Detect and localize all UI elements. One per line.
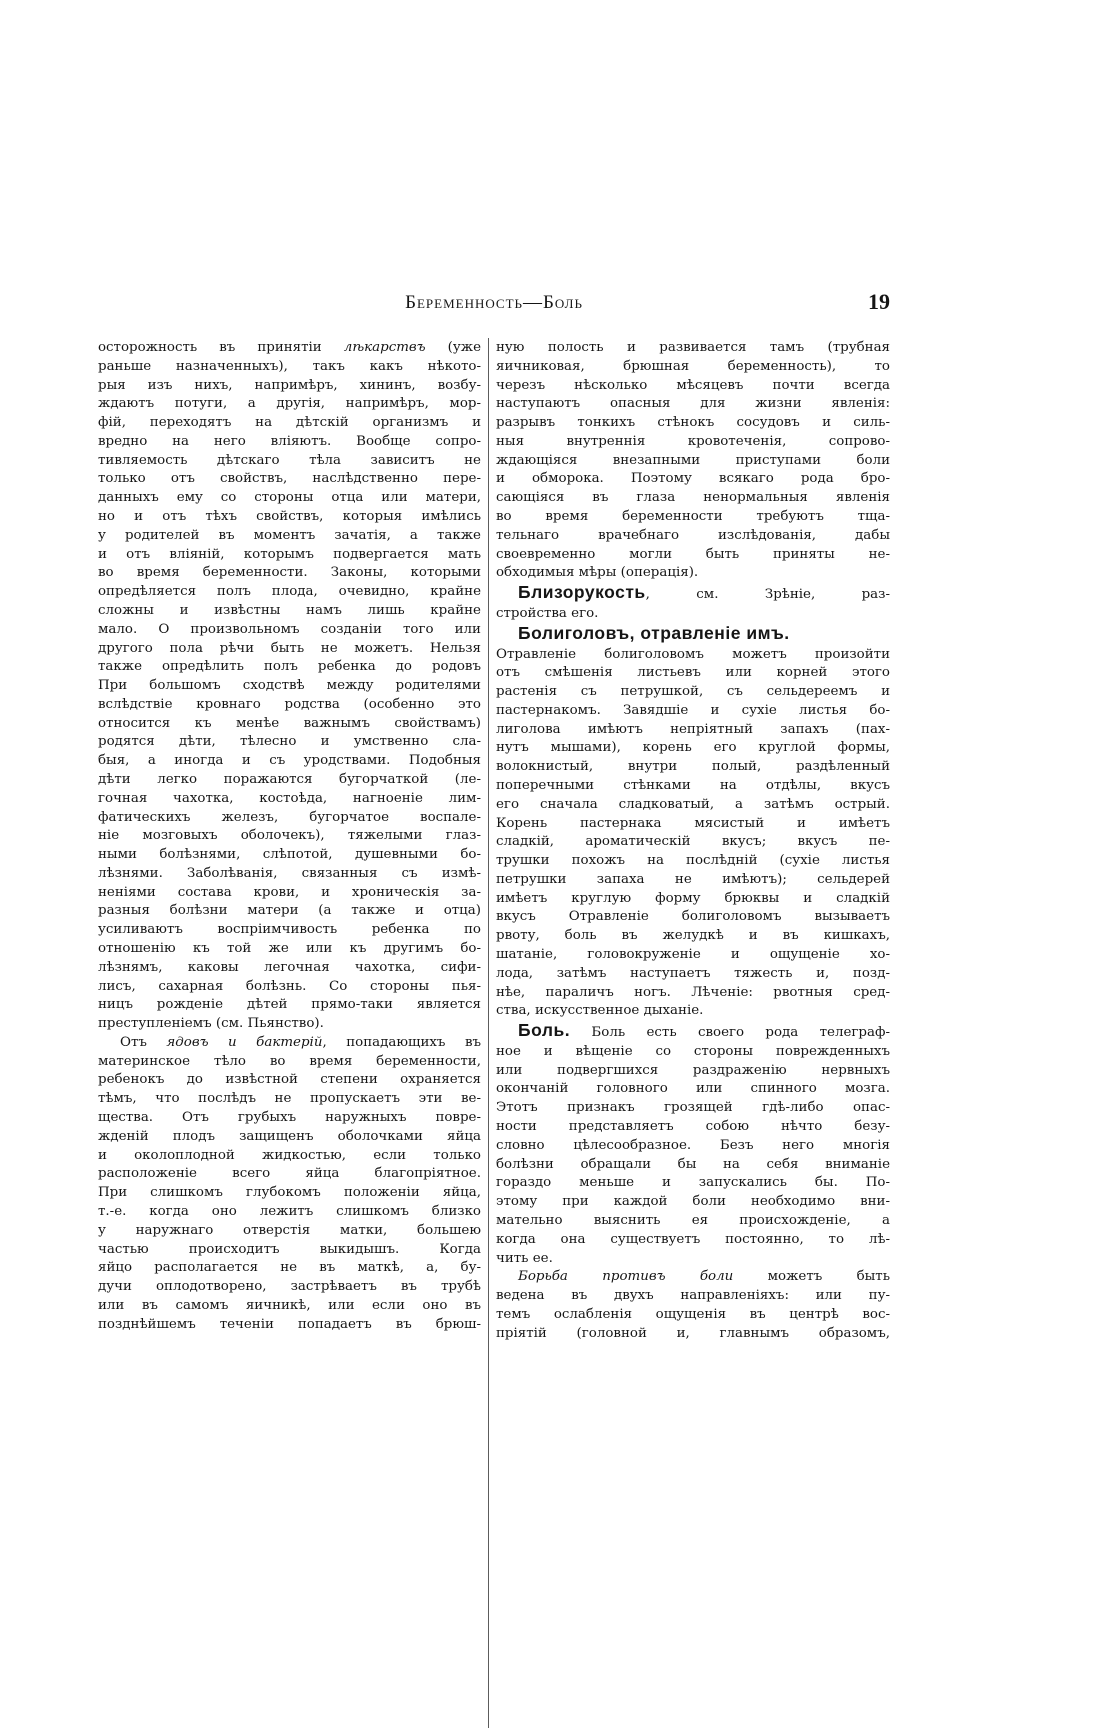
text-line: растенія съ петрушкой, съ сельдереемъ и <box>496 684 890 700</box>
page-number: 19 <box>868 289 890 314</box>
text-line: яичниковая, брюшная беременность), то <box>496 358 890 374</box>
text-line: лѣзнями. Заболѣванія, связанныя съ измѣ- <box>98 865 481 881</box>
text-line: окончаній головного или спинного мозга. <box>496 1081 890 1097</box>
text-line: фій, переходятъ на дѣтскій организмъ и <box>98 415 481 431</box>
text-line: осторожность въ принятіи лѣкарствъ (уже <box>98 340 482 355</box>
text-line: у наружнаго отверстія матки, большею <box>98 1222 481 1238</box>
text-line: ности представляетъ собою нѣчто безу- <box>496 1119 890 1135</box>
text-line: ную полость и развивается тамъ (трубная <box>496 340 890 355</box>
text-line: При большомъ сходствѣ между родителями <box>98 678 481 694</box>
text-line: отъ смѣшенія листьевъ или корней этого <box>496 665 890 681</box>
text-line: опредѣляется полъ плода, очевидно, крайне <box>98 584 481 600</box>
text-line: Борьба противъ боли можетъ быть <box>518 1269 890 1285</box>
text-line: поперечными стѣнками на отдѣлы, вкусъ <box>496 777 890 793</box>
text-line: обходимыя мѣры (операція). <box>496 565 699 581</box>
text-line: Отъ ядовъ и бактерій, попадающихъ въ <box>120 1034 482 1050</box>
text-line: гочная чахотка, костоѣда, нагноеніе лим- <box>98 790 481 806</box>
text-line: позднѣйшемъ теченіи попадаетъ въ брюш- <box>98 1316 481 1332</box>
text-line: или въ самомъ яичникѣ, или если оно въ <box>98 1297 481 1313</box>
text-line: относится къ менѣе важнымъ свойствамъ) <box>98 715 481 731</box>
text-line: лода, затѣмъ наступаетъ тяжесть и, позд- <box>496 965 890 981</box>
text-line: дѣти легко поражаются бугорчаткой (ле- <box>98 771 481 787</box>
text-line: Отравленіе болиголовомъ можетъ произойти <box>496 646 890 662</box>
text-line: также опредѣлить полъ ребенка до родовъ <box>98 659 481 675</box>
text-line: тѣмъ, что послѣдъ не пропускаетъ эти ве- <box>98 1091 481 1107</box>
entry-heading-boligolov: Болиголовъ, отравленіе имъ. <box>518 622 790 643</box>
entry-heading-blizorukost: Близорукость, см. Зрѣніе, раз- <box>518 582 890 603</box>
text-line: темъ ослабленія ощущенія въ центрѣ вос- <box>496 1306 890 1322</box>
left-column <box>98 339 481 1334</box>
text-line: когда она существуетъ постоянно, то лѣ- <box>496 1231 890 1247</box>
text-line: своевременно могли быть приняты не- <box>496 546 890 562</box>
text-line: отношенію къ той же или къ другимъ бо- <box>98 941 481 956</box>
entry-heading-bol: Боль. Боль есть своего рода телеграф- <box>518 1020 890 1041</box>
text-line: лѣзнямъ, каковы легочная чахотка, сифи- <box>98 959 481 975</box>
text-line: ницъ рожденіе дѣтей прямо-таки является <box>98 997 481 1013</box>
text-line: т.-е. когда оно лежитъ слишкомъ близко <box>98 1203 481 1219</box>
text-line: сложны и извѣстны намъ лишь крайне <box>98 602 481 618</box>
text-line: во время беременности требуютъ тща- <box>496 509 890 525</box>
text-line: мало. О произвольномъ созданіи того или <box>98 621 481 637</box>
text-line: разрывъ тонкихъ стѣнокъ сосудовъ и силь- <box>496 415 890 431</box>
text-line: При слишкомъ глубокомъ положеніи яйца, <box>98 1185 481 1201</box>
text-line: жденій плодъ защищенъ оболочками яйца <box>98 1128 481 1144</box>
text-line: вслѣдствіе кровнаго родства (особенно это <box>98 696 481 712</box>
text-line: ребенокъ до извѣстной степени охраняется <box>98 1072 481 1088</box>
text-line: наступаютъ опасныя для жизни явленія: <box>496 396 890 412</box>
text-line: или подвергшихся раздраженію нервныхъ <box>496 1062 890 1078</box>
running-title: Беременность—Боль <box>405 292 583 313</box>
text-line: Этотъ признакъ грозящей гдѣ-либо опас- <box>496 1100 890 1116</box>
text-line: лиголова имѣютъ непріятный запахъ (пах- <box>496 721 890 737</box>
text-line: преступленіемъ (см. Пьянство). <box>98 1016 324 1032</box>
right-column <box>496 339 890 1343</box>
page-header <box>98 289 890 324</box>
text-line: словно цѣлесообразное. Безъ него многія <box>496 1137 890 1153</box>
text-line: неніями состава крови, и хроническія за- <box>98 884 481 900</box>
text-line: ждаютъ потуги, а другія, напримѣръ, мор- <box>98 396 481 412</box>
text-line: ведена въ двухъ направленіяхъ: или пу- <box>496 1288 890 1304</box>
text-line: лисъ, сахарная болѣзнь. Со стороны пья- <box>98 978 481 994</box>
text-line: щества. Отъ грубыхъ наружныхъ повре- <box>98 1110 481 1126</box>
text-line: ными болѣзнями, слѣпотой, душевными бо- <box>98 847 481 863</box>
text-line: фатическихъ железъ, бугорчатое воспале- <box>98 809 481 825</box>
text-line: ждающіяся внезапными приступами боли <box>496 452 890 468</box>
text-line: пріятій (головной и, главнымъ образомъ, <box>496 1325 890 1341</box>
text-line: усиливаютъ воспріимчивость ребенка по <box>98 922 481 938</box>
text-line: черезъ нѣсколько мѣсяцевъ почти всегда <box>496 377 890 393</box>
text-line: этому при каждой боли необходимо вни- <box>496 1194 890 1210</box>
text-line: данныхъ ему со стороны отца или матери, <box>98 490 481 506</box>
text-line: дучи оплодотворено, застрѣваетъ въ трубѣ <box>98 1279 481 1295</box>
text-line: болѣзни обращали бы на себя вниманіе <box>496 1156 890 1172</box>
text-line: трушки похожъ на послѣдній (сухіе листья <box>496 853 890 869</box>
text-line: рыя изъ нихъ, напримѣръ, хининъ, возбу- <box>98 377 481 393</box>
text-line: мательно выяснить ея происхожденіе, а <box>496 1212 890 1228</box>
text-line: у родителей въ моментъ зачатія, а также <box>98 527 481 543</box>
text-line: петрушки запаха не имѣютъ); сельдерей <box>496 871 890 887</box>
text-line: и отъ вліяній, которымъ подвергается мать <box>98 546 481 562</box>
text-line: ныя внутреннія кровотеченія, сопрово- <box>496 433 890 449</box>
text-line: родятся дѣти, тѣлесно и умственно сла- <box>98 734 481 750</box>
text-line: имѣетъ круглую форму брюквы и сладкій <box>496 890 890 906</box>
text-line: но и отъ тѣхъ свойствъ, которыя имѣлись <box>98 509 481 525</box>
text-line: и околоплодной жидкостью, если только <box>98 1147 481 1163</box>
text-line: гораздо меньше и запускались бы. По- <box>496 1175 890 1191</box>
text-line: нутъ мышами), корень его круглой формы, <box>496 740 890 756</box>
text-line: сладкій, ароматическій вкусъ; вкусъ пе- <box>496 834 890 850</box>
text-line: шатаніе, головокруженіе и ощущеніе хо- <box>496 947 890 962</box>
text-line: во время беременности. Законы, которыми <box>98 565 481 581</box>
text-line: ное и вѣщеніе со стороны поврежденныхъ <box>496 1043 890 1059</box>
text-line: сающіяся въ глаза ненормальныя явленія <box>496 490 890 506</box>
text-line: разныя болѣзни матери (а также и отца) <box>98 903 481 919</box>
text-line: другого пола рѣчи быть не можетъ. Нельзя <box>98 640 481 656</box>
text-line: частью происходитъ выкидышъ. Когда <box>98 1241 481 1257</box>
text-line: чить ее. <box>496 1250 553 1266</box>
text-line: пастернакомъ. Завядшіе и сухіе листья бо- <box>496 702 890 718</box>
text-line: и обморока. Поэтому всякаго рода бро- <box>496 471 890 487</box>
text-line: расположеніе всего яйца благопріятное. <box>98 1166 481 1182</box>
text-line: вкусъ Отравленіе болиголовомъ вызываетъ <box>496 909 890 925</box>
text-line: ства, искусственное дыханіе. <box>496 1003 704 1019</box>
text-line: тивляемость дѣтскаго тѣла зависитъ не <box>98 452 481 468</box>
column-divider <box>488 338 489 1728</box>
text-line: яйцо располагается не въ маткѣ, а, бу- <box>98 1260 481 1276</box>
text-line: ніе мозговыхъ оболочекъ), тяжелыми глаз- <box>98 828 481 844</box>
text-line: материнское тѣло во время беременности, <box>98 1053 481 1069</box>
text-line: вредно на него вліяютъ. Вообще сопро- <box>98 433 481 449</box>
text-line: его сначала сладковатый, а затѣмъ острый. <box>496 796 890 812</box>
text-line: нѣе, параличъ ногъ. Лѣченіе: рвотныя сред- <box>496 984 890 1000</box>
text-line: тельнаго врачебнаго изслѣдованія, дабы <box>496 527 890 543</box>
text-line: раньше назначенныхъ), такъ какъ нѣкото- <box>98 358 481 374</box>
text-line: стройства его. <box>496 605 599 621</box>
text-line: только отъ свойствъ, наслѣдственно пере- <box>98 471 481 487</box>
text-line: быя, а иногда и съ уродствами. Подобныя <box>98 753 481 769</box>
text-line: Корень пастернака мясистый и имѣетъ <box>496 815 890 831</box>
text-line: рвоту, боль въ желудкѣ и въ кишкахъ, <box>496 928 890 944</box>
text-line: волокнистый, внутри полый, раздѣленный <box>496 759 890 775</box>
